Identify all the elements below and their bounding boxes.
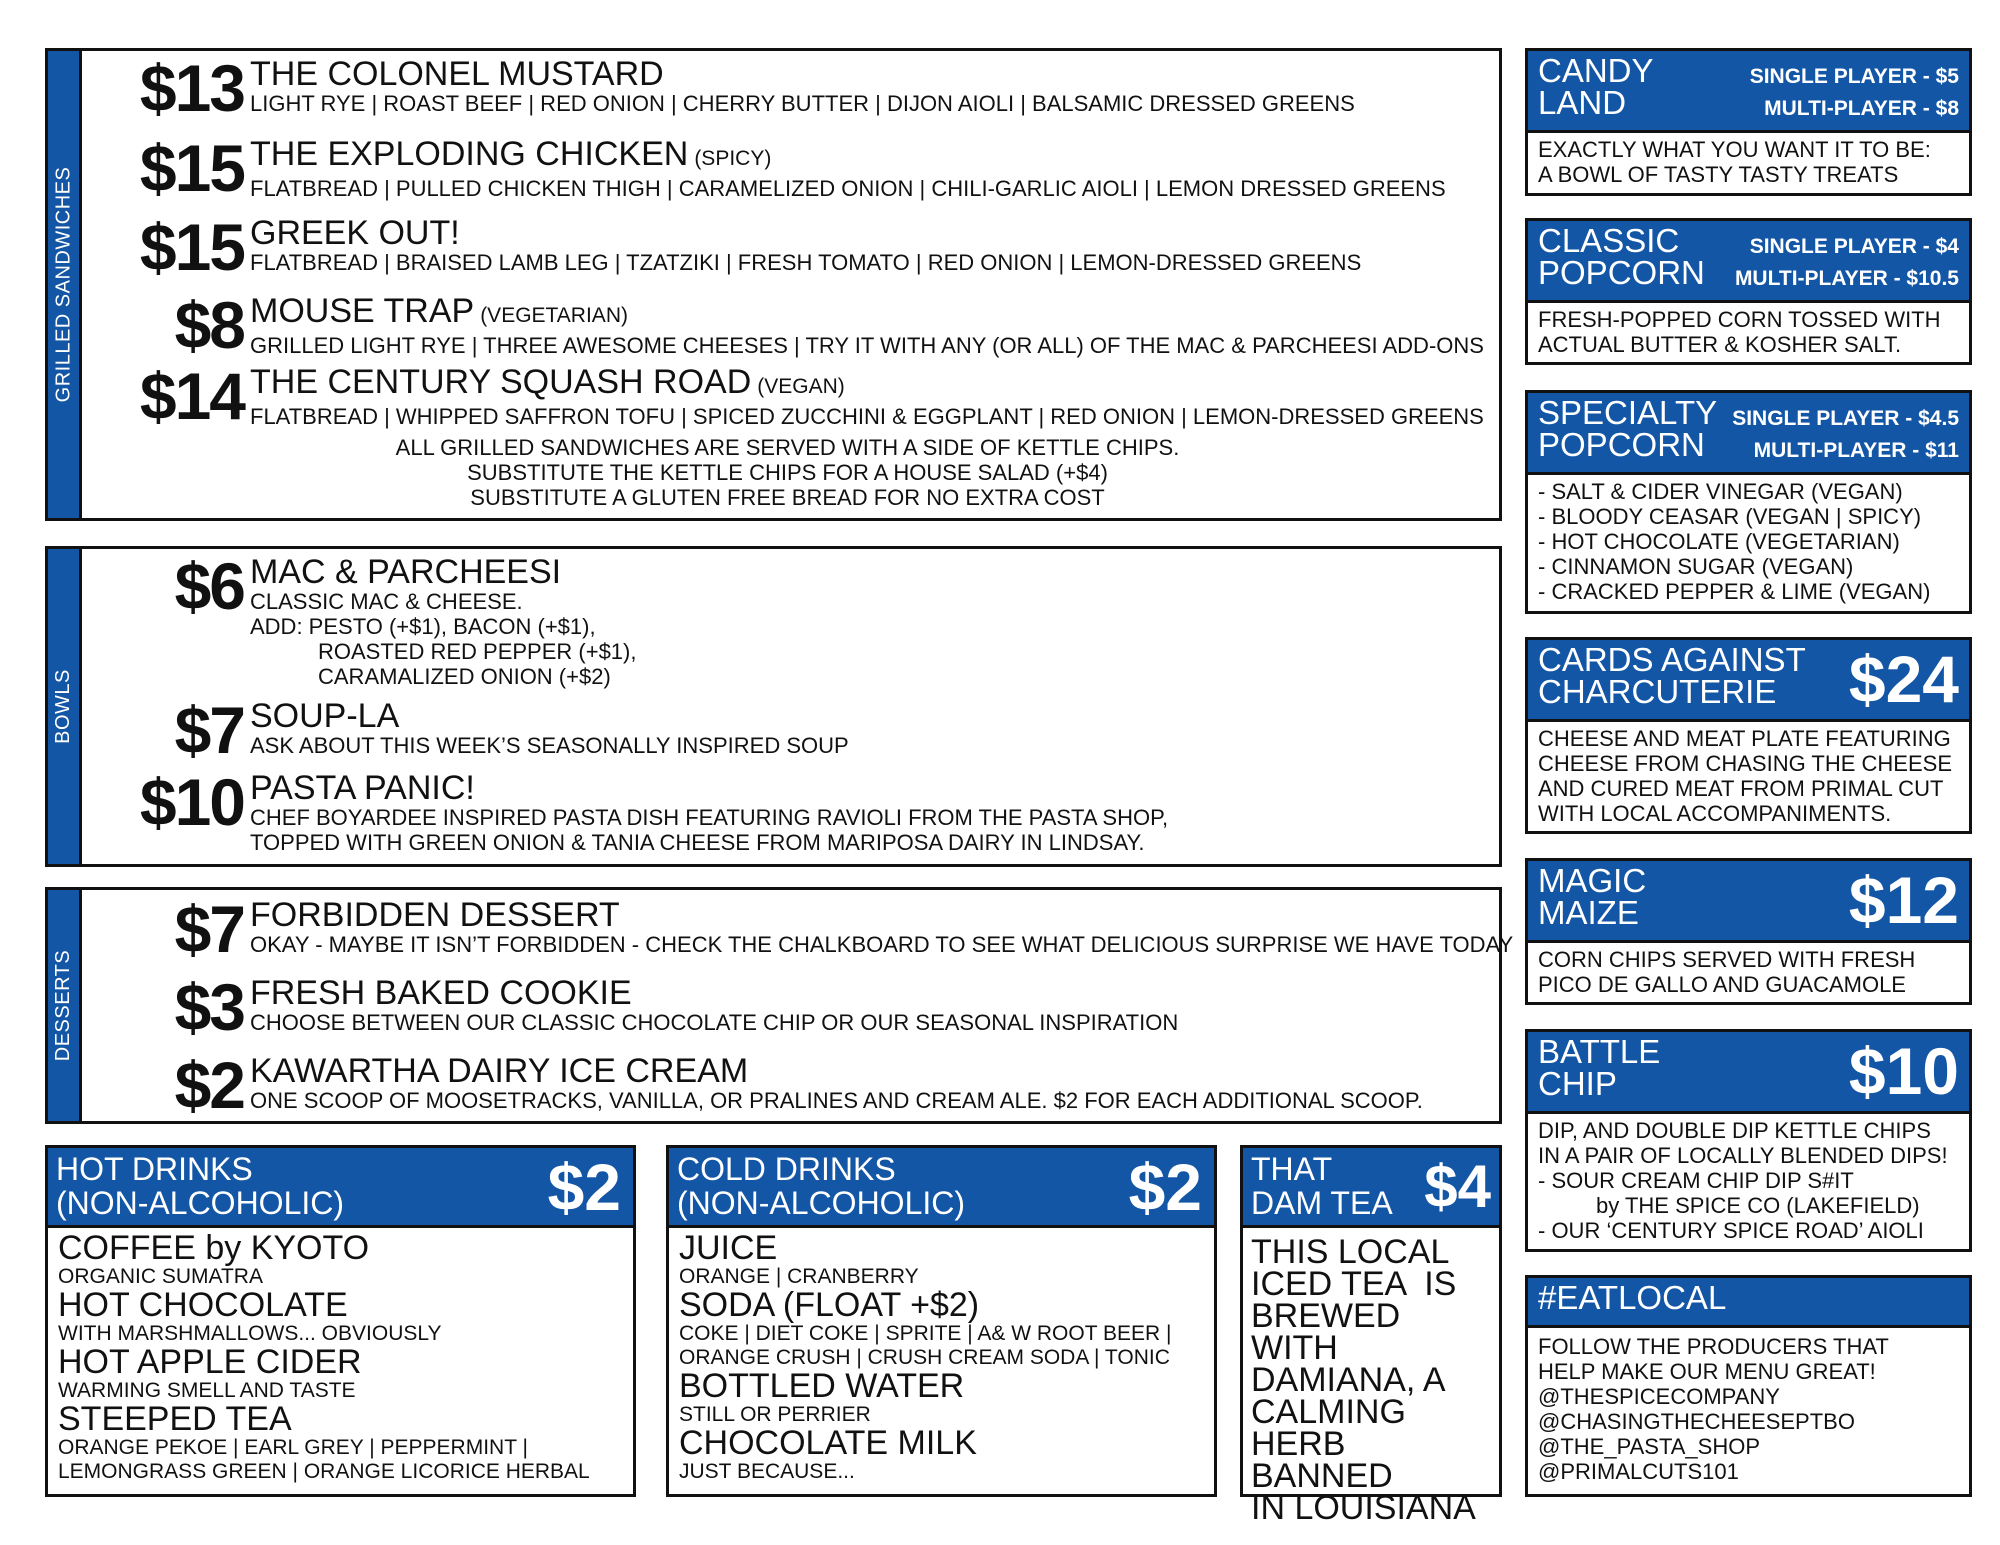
- specialty-popcorn-header: SPECIALTY POPCORN SINGLE PLAYER - $4.5 MULTI-PLAYER - $11: [1528, 393, 1969, 475]
- cold-drinks-box: [666, 1145, 1217, 1497]
- magic-maize-header: MAGIC MAIZE $12: [1528, 861, 1969, 943]
- sandwiches-notes: ALL GRILLED SANDWICHES ARE SERVED WITH A SIDE OF KETTLE CHIPS. SUBSTITUTE THE KETTLE CHIPS FOR A HOUSE SALAD (+$4) SUBSTITUTE A GLUTEN FREE BREAD FOR NO EXTRA COST: [395, 435, 1180, 510]
- item-desc: CHOOSE BETWEEN OUR CLASSIC CHOCOLATE CHIP OR OUR SEASONAL INSPIRATION: [250, 1010, 1179, 1035]
- menu-item: [84, 892, 1514, 966]
- drink-name: CHOCOLATE MILK: [679, 1424, 977, 1462]
- item-name: THE EXPLODING CHICKEN: [250, 135, 689, 173]
- hot-drinks-price: $2: [547, 1150, 621, 1224]
- eat-local-header: #EATLOCAL: [1528, 1278, 1969, 1328]
- item-price: $6: [174, 549, 244, 623]
- tea-line: IN LOUISIANA: [1251, 1489, 1476, 1527]
- classic-popcorn-header: CLASSIC POPCORN SINGLE PLAYER - $4 MULTI-PLAYER - $10.5: [1528, 221, 1969, 303]
- cards-header: CARDS AGAINST CHARCUTERIE $24: [1528, 640, 1969, 722]
- magic-maize-box: MAGIC MAIZE $12 CORN CHIPS SERVED WITH FRESH PICO DE GALLO AND GUACAMOLE: [1525, 858, 1972, 1005]
- menu-item: [84, 765, 1491, 855]
- item-price: $2: [174, 1048, 244, 1122]
- battle-chip-price: $10: [1848, 1034, 1959, 1108]
- item-price: $8: [174, 288, 244, 362]
- classic-popcorn-prices: SINGLE PLAYER - $4 MULTI-PLAYER - $10.5: [1734, 235, 1959, 290]
- sandwiches-section: [45, 48, 1502, 521]
- item-desc: FLATBREAD | PULLED CHICKEN THIGH | CARAMELIZED ONION | CHILI-GARLIC AIOLI | LEMON DRESSED GREENS: [250, 176, 1446, 201]
- maize-price: $12: [1848, 863, 1959, 937]
- classic-popcorn-box: CLASSIC POPCORN SINGLE PLAYER - $4 MULTI-PLAYER - $10.5 FRESH-POPPED CORN TOSSED WITH ACTUAL BUTTER & KOSHER SALT.: [1525, 218, 1972, 365]
- menu-item: [84, 210, 1491, 284]
- item-price: $15: [139, 131, 244, 205]
- drink-name: HOT APPLE CIDER: [58, 1343, 362, 1381]
- menu-item: [84, 131, 1491, 205]
- eat-local-box: #EATLOCAL FOLLOW THE PRODUCERS THAT HELP MAKE OUR MENU GREAT! @THESPICECOMPANY @CHASINGTHECHEESEPTBO @THE_PASTA_SHOP @PRIMALCUTS101: [1525, 1275, 1972, 1497]
- drink-sub: ORANGE | CRANBERRY: [679, 1265, 919, 1288]
- desserts-tab: DESSERTS: [48, 890, 82, 1121]
- item-price: $14: [139, 359, 244, 433]
- tea-price: $4: [1424, 1153, 1491, 1220]
- menu-item: [84, 549, 1491, 689]
- drink-name: BOTTLED WATER: [679, 1367, 965, 1405]
- item-name: PASTA PANIC!: [250, 769, 475, 807]
- item-name: THE COLONEL MUSTARD: [250, 55, 664, 93]
- drink-name: SODA (FLOAT +$2): [679, 1286, 980, 1324]
- item-desc: ASK ABOUT THIS WEEK’S SEASONALLY INSPIRED SOUP: [250, 733, 849, 758]
- item-name: GREEK OUT!: [250, 214, 460, 252]
- item-name: SOUP-LA: [250, 697, 400, 735]
- specialty-popcorn-prices: SINGLE PLAYER - $4.5 MULTI-PLAYER - $11: [1732, 407, 1959, 462]
- hot-drinks-box: [45, 1145, 636, 1497]
- cards-against-charcuterie-box: CARDS AGAINST CHARCUTERIE $24 CHEESE AND MEAT PLATE FEATURING CHEESE FROM CHASING THE CHEESE AND CURED MEAT FROM PRIMAL CUT WITH LOCAL ACCOMPANIMENTS.: [1525, 637, 1972, 834]
- item-tag: (VEGAN): [757, 375, 845, 398]
- sandwiches-tab: GRILLED SANDWICHES: [48, 51, 82, 518]
- item-price: $15: [139, 210, 244, 284]
- menu-item: [84, 359, 1491, 433]
- tea-line: CALMING: [1251, 1393, 1406, 1431]
- hot-drinks-header: HOT DRINKS (NON-ALCOHOLIC) $2: [48, 1148, 633, 1228]
- item-price: $7: [174, 693, 244, 767]
- specialty-popcorn-box: SPECIALTY POPCORN SINGLE PLAYER - $4.5 MULTI-PLAYER - $11 - SALT & CIDER VINEGAR (VEGAN) - BLOODY CEASAR (VEGAN | SPICY) - HOT CHOCOLATE (VEGETARIAN) - CINNAMON SUGAR (VEGAN) - CRACKED PEPPER & LIME (VEGAN): [1525, 390, 1972, 614]
- item-desc: CARAMALIZED ONION (+$2): [318, 664, 611, 689]
- drink-sub: WITH MARSHMALLOWS... OBVIOUSLY: [58, 1322, 442, 1345]
- menu-item: [84, 288, 1491, 362]
- item-name: FRESH BAKED COOKIE: [250, 974, 632, 1012]
- tea-line: THIS LOCAL: [1251, 1233, 1450, 1271]
- cold-drinks-price: $2: [1128, 1150, 1202, 1224]
- candy-land-box: CANDY LAND SINGLE PLAYER - $5 MULTI-PLAYER - $8 EXACTLY WHAT YOU WANT IT TO BE: A BOWL OF TASTY TASTY TREATS: [1525, 48, 1972, 196]
- bowls-section: [45, 546, 1502, 867]
- item-desc: CHEF BOYARDEE INSPIRED PASTA DISH FEATURING RAVIOLI FROM THE PASTA SHOP,: [250, 805, 1169, 830]
- item-desc: ADD: PESTO (+$1), BACON (+$1),: [250, 614, 596, 639]
- tea-line: BREWED WITH: [1251, 1297, 1401, 1367]
- cold-drinks-header: COLD DRINKS (NON-ALCOHOLIC) $2: [669, 1148, 1214, 1228]
- item-desc: GRILLED LIGHT RYE | THREE AWESOME CHEESES | TRY IT WITH ANY (OR ALL) OF THE MAC & PARCHEESI ADD-ONS: [250, 333, 1484, 358]
- bowls-tab: BOWLS: [48, 549, 82, 864]
- drink-sub: ORANGE CRUSH | CRUSH CREAM SODA | TONIC: [679, 1346, 1170, 1369]
- tea-line: HERB BANNED: [1251, 1425, 1393, 1495]
- item-desc: FLATBREAD | WHIPPED SAFFRON TOFU | SPICED ZUCCHINI & EGGPLANT | RED ONION | LEMON-DRESSED GREENS: [250, 404, 1484, 429]
- item-price: $3: [174, 970, 244, 1044]
- item-desc: TOPPED WITH GREEN ONION & TANIA CHEESE FROM MARIPOSA DAIRY IN LINDSAY.: [250, 830, 1145, 855]
- item-desc: LIGHT RYE | ROAST BEEF | RED ONION | CHERRY BUTTER | DIJON AIOLI | BALSAMIC DRESSED GREENS: [250, 91, 1355, 116]
- candy-land-prices: SINGLE PLAYER - $5 MULTI-PLAYER - $8: [1749, 65, 1959, 120]
- menu-item: [84, 970, 1491, 1044]
- menu-item: [84, 1048, 1491, 1122]
- drink-sub: ORGANIC SUMATRA: [58, 1265, 263, 1288]
- item-name: KAWARTHA DAIRY ICE CREAM: [250, 1052, 749, 1090]
- battle-chip-box: BATTLE CHIP $10 DIP, AND DOUBLE DIP KETTLE CHIPS IN A PAIR OF LOCALLY BLENDED DIPS! - SOUR CREAM CHIP DIP S#IT by THE SPICE CO (LAKEFIELD) - OUR ‘CENTURY SPICE ROAD’ AIOLI: [1525, 1029, 1972, 1252]
- tea-header: THAT DAM TEA $4: [1243, 1148, 1499, 1228]
- battle-chip-header: BATTLE CHIP $10: [1528, 1032, 1969, 1114]
- item-name: MOUSE TRAP: [250, 292, 475, 330]
- drink-name: STEEPED TEA: [58, 1400, 292, 1438]
- drink-sub: LEMONGRASS GREEN | ORANGE LICORICE HERBAL: [58, 1460, 590, 1483]
- cards-price: $24: [1848, 642, 1959, 716]
- drink-name: COFFEE by KYOTO: [58, 1229, 370, 1267]
- item-desc: ROASTED RED PEPPER (+$1),: [318, 639, 637, 664]
- drink-sub: STILL OR PERRIER: [679, 1403, 871, 1426]
- item-tag: (SPICY): [694, 147, 772, 170]
- item-name: FORBIDDEN DESSERT: [250, 896, 620, 934]
- candy-land-header: CANDY LAND SINGLE PLAYER - $5 MULTI-PLAYER - $8: [1528, 51, 1969, 133]
- tea-line: DAMIANA, A: [1251, 1361, 1446, 1399]
- drink-sub: ORANGE PEKOE | EARL GREY | PEPPERMINT |: [58, 1436, 528, 1459]
- tea-box: [1240, 1145, 1502, 1527]
- drink-name: HOT CHOCOLATE: [58, 1286, 348, 1324]
- drink-sub: WARMING SMELL AND TASTE: [58, 1379, 356, 1402]
- desserts-section: [45, 887, 1514, 1124]
- item-price: $7: [174, 892, 244, 966]
- item-price: $10: [139, 765, 244, 839]
- item-desc: FLATBREAD | BRAISED LAMB LEG | TZATZIKI | FRESH TOMATO | RED ONION | LEMON-DRESSED GREENS: [250, 250, 1362, 275]
- drink-sub: JUST BECAUSE...: [679, 1460, 855, 1483]
- item-desc: OKAY - MAYBE IT ISN’T FORBIDDEN - CHECK THE CHALKBOARD TO SEE WHAT DELICIOUS SURPRISE WE HAVE TODAY: [250, 932, 1514, 957]
- item-desc: CLASSIC MAC & CHEESE.: [250, 589, 523, 614]
- item-name: THE CENTURY SQUASH ROAD: [250, 363, 752, 401]
- menu-item: [84, 693, 1491, 767]
- item-price: $13: [139, 51, 244, 125]
- tea-line: ICED TEA IS: [1251, 1265, 1457, 1303]
- drink-sub: COKE | DIET COKE | SPRITE | A& W ROOT BEER |: [679, 1322, 1172, 1345]
- item-name: MAC & PARCHEESI: [250, 553, 562, 591]
- drink-name: JUICE: [679, 1229, 778, 1267]
- menu-item: [84, 51, 1491, 125]
- item-tag: (VEGETARIAN): [480, 304, 628, 327]
- item-desc: ONE SCOOP OF MOOSETRACKS, VANILLA, OR PRALINES AND CREAM ALE. $2 FOR EACH ADDITIONAL SCOOP.: [250, 1088, 1423, 1113]
